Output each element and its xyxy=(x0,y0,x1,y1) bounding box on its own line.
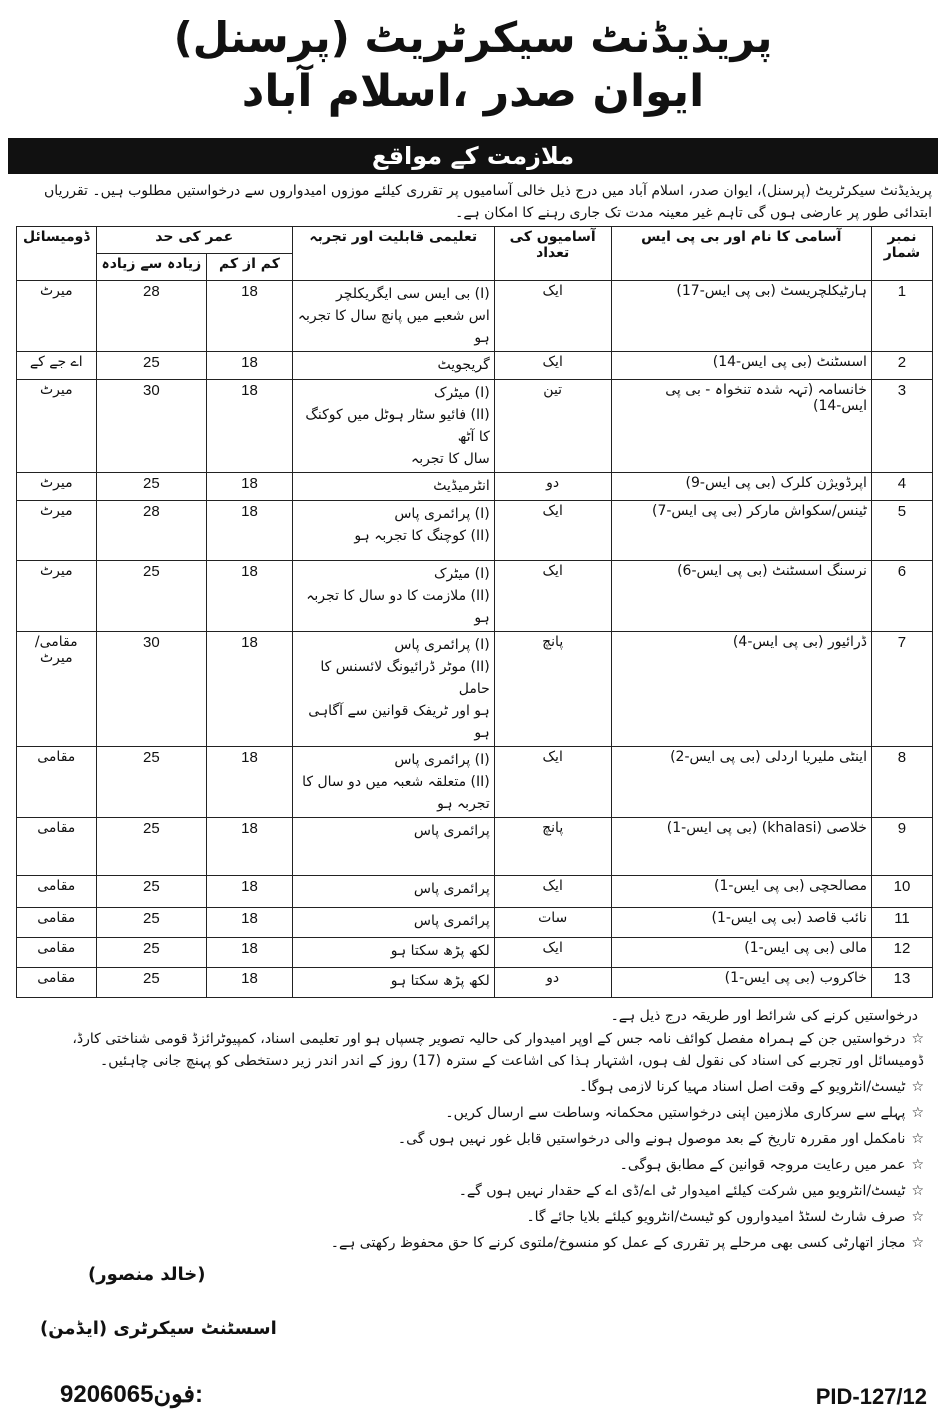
qualification-line: پرائمری پاس xyxy=(413,881,490,897)
header-title-line1: پریذیڈنٹ سیکرٹریٹ (پرسنل) xyxy=(173,13,773,62)
cell-post: مالی (بی پی ایس-1) xyxy=(611,938,871,968)
cell-domicile: مقامی xyxy=(17,747,97,818)
pid-reference: PID-127/12 xyxy=(815,1384,927,1409)
cell-age-max: 30 xyxy=(96,632,207,747)
cell-domicile: مقامی xyxy=(17,818,97,876)
cell-qualification xyxy=(292,473,494,501)
cell-count: ایک xyxy=(494,501,611,561)
star-icon: ☆ xyxy=(911,1209,924,1225)
cell-age-min: 18 xyxy=(207,632,293,747)
condition-item xyxy=(12,1206,924,1228)
cell-count: سات xyxy=(494,908,611,938)
cell-age-min: 18 xyxy=(207,473,293,501)
cell-no: 4 xyxy=(871,473,932,501)
cell-qualification xyxy=(292,747,494,818)
cell-post: خلاصی (khalasi) (بی پی ایس-1) xyxy=(611,818,871,876)
cell-domicile: میرٹ xyxy=(17,281,97,352)
condition-text: عمر میں رعایت مروجہ قوانین کے مطابق ہوگی۔ xyxy=(619,1157,906,1173)
header-title-line2: ایوان صدر ،اسلام آباد xyxy=(241,66,705,117)
qualification-line: (I) بی ایس سی ایگریکلچر xyxy=(336,286,490,302)
cell-no: 8 xyxy=(871,747,932,818)
cell-count: دو xyxy=(494,968,611,998)
table-row xyxy=(17,818,933,876)
cell-domicile: مقامی xyxy=(17,938,97,968)
cell-no: 10 xyxy=(871,876,932,908)
cell-age-max: 28 xyxy=(96,501,207,561)
cell-no: 9 xyxy=(871,818,932,876)
qualification-line: (II) متعلقہ شعبہ میں دو سال کا تجربہ ہو xyxy=(302,774,490,812)
cell-domicile: میرٹ xyxy=(17,380,97,473)
cell-qualification xyxy=(292,938,494,968)
star-icon: ☆ xyxy=(911,1235,924,1251)
qualification-line: (I) پرائمری پاس xyxy=(394,506,490,522)
phone-label: فون: xyxy=(153,1381,203,1408)
qualification-line: پرائمری پاس xyxy=(413,913,490,929)
cell-domicile: مقامی xyxy=(17,968,97,998)
condition-item xyxy=(12,1102,924,1124)
cell-age-max: 25 xyxy=(96,876,207,908)
condition-text: ٹیسٹ/انٹرویو کے وقت اصل اسناد مہیا کرنا لازمی ہوگا۔ xyxy=(579,1079,906,1095)
cell-post: اپرڈویژن کلرک (بی پی ایس-9) xyxy=(611,473,871,501)
cell-domicile: میرٹ xyxy=(17,473,97,501)
cell-age-min: 18 xyxy=(207,380,293,473)
star-icon: ☆ xyxy=(911,1031,924,1047)
qualification-line: ہو اور ٹریفک قوانین سے آگاہی ہو xyxy=(308,703,490,741)
qualification-line: لکھ پڑھ سکتا ہو xyxy=(390,973,490,989)
cell-count: ایک xyxy=(494,747,611,818)
cell-age-max: 25 xyxy=(96,818,207,876)
condition-item xyxy=(12,1154,924,1176)
star-icon: ☆ xyxy=(911,1157,924,1173)
cell-count: ایک xyxy=(494,938,611,968)
cell-age-max: 25 xyxy=(96,352,207,380)
cell-domicile: میرٹ xyxy=(17,501,97,561)
cell-age-min: 18 xyxy=(207,747,293,818)
qualification-line: (I) میٹرک xyxy=(434,566,490,582)
qualification-line: (II) ملازمت کا دو سال کا تجربہ ہو xyxy=(306,588,490,626)
cell-domicile: اے جے کے xyxy=(17,352,97,380)
cell-qualification xyxy=(292,501,494,561)
condition-item xyxy=(12,1028,924,1072)
cell-post: ٹینس/سکواش مارکر (بی پی ایس-7) xyxy=(611,501,871,561)
qualification-line: انٹرمیڈیٹ xyxy=(433,478,490,494)
qualification-line: اس شعبے میں پانچ سال کا تجربہ ہو xyxy=(297,308,490,346)
table-row xyxy=(17,876,933,908)
qualification-line: (II) موٹر ڈرائیونگ لائسنس کا حامل xyxy=(320,659,490,697)
cell-post: خانسامہ (تہہ شدہ تنخواہ - بی پی ایس-14) xyxy=(611,380,871,473)
cell-qualification xyxy=(292,876,494,908)
cell-age-min: 18 xyxy=(207,501,293,561)
cell-age-min: 18 xyxy=(207,281,293,352)
cell-age-max: 25 xyxy=(96,561,207,632)
cell-no: 11 xyxy=(871,908,932,938)
cell-qualification xyxy=(292,818,494,876)
condition-text: مجاز اتھارٹی کسی بھی مرحلے پر تقرری کے عمل کو منسوخ/ملتوی کرنے کا حق محفوظ رکھتی ہے۔ xyxy=(330,1235,906,1251)
col-header-count: آسامیوں کی تعداد xyxy=(494,227,611,281)
vacancies-table xyxy=(16,226,933,998)
cell-domicile: مقامی/میرٹ xyxy=(17,632,97,747)
qualification-line: گریجویٹ xyxy=(437,357,490,373)
table-row xyxy=(17,968,933,998)
table-row xyxy=(17,501,933,561)
cell-count: تین xyxy=(494,380,611,473)
qualification-line: (I) پرائمری پاس xyxy=(394,752,490,768)
cell-age-max: 30 xyxy=(96,380,207,473)
cell-age-max: 25 xyxy=(96,968,207,998)
signatory-designation: اسسٹنٹ سیکرٹری (ایڈمن) xyxy=(40,1318,277,1339)
condition-text: پہلے سے سرکاری ملازمین اپنی درخواستیں محکمانہ وساطت سے ارسال کریں۔ xyxy=(445,1105,906,1121)
cell-age-max: 25 xyxy=(96,908,207,938)
cell-no: 12 xyxy=(871,938,932,968)
qualification-line: پرائمری پاس xyxy=(413,823,490,839)
cell-count: ایک xyxy=(494,876,611,908)
cell-qualification xyxy=(292,281,494,352)
cell-count: ایک xyxy=(494,561,611,632)
col-header-post: آسامی کا نام اور بی پی ایس xyxy=(611,227,871,281)
condition-item xyxy=(12,1232,924,1254)
col-header-qualification: تعلیمی قابلیت اور تجربہ xyxy=(292,227,494,281)
cell-domicile: مقامی xyxy=(17,876,97,908)
advertisement-page xyxy=(8,6,938,1254)
vacancies-table-body xyxy=(17,281,933,998)
cell-post: اینٹی ملیریا اردلی (بی پی ایس-2) xyxy=(611,747,871,818)
cell-qualification xyxy=(292,561,494,632)
star-icon: ☆ xyxy=(911,1183,924,1199)
table-row xyxy=(17,632,933,747)
cell-age-min: 18 xyxy=(207,818,293,876)
table-row xyxy=(17,281,933,352)
col-header-domicile: ڈومیسائل xyxy=(17,227,97,281)
conditions-heading: درخواستیں کرنے کی شرائط اور طریقہ درج ذیل ہے۔ xyxy=(610,1008,918,1024)
cell-no: 6 xyxy=(871,561,932,632)
condition-text: ٹیسٹ/انٹرویو میں شرکت کیلئے امیدوار ٹی اے/ڈی اے کے حقدار نہیں ہوں گے۔ xyxy=(458,1183,906,1199)
cell-no: 5 xyxy=(871,501,932,561)
cell-age-min: 18 xyxy=(207,938,293,968)
condition-text: صرف شارٹ لسٹڈ امیدواروں کو ٹیسٹ/انٹرویو کیلئے بلایا جائے گا۔ xyxy=(526,1209,906,1225)
cell-age-max: 25 xyxy=(96,473,207,501)
cell-post: ہارٹیکلچریسٹ (بی پی ایس-17) xyxy=(611,281,871,352)
cell-post: خاکروب (بی پی ایس-1) xyxy=(611,968,871,998)
cell-age-min: 18 xyxy=(207,561,293,632)
col-header-age-min: کم از کم xyxy=(207,254,293,281)
cell-no: 7 xyxy=(871,632,932,747)
cell-age-min: 18 xyxy=(207,352,293,380)
job-opportunities-banner: ملازمت کے مواقع xyxy=(8,138,938,174)
table-row xyxy=(17,352,933,380)
qualification-line: لکھ پڑھ سکتا ہو xyxy=(390,943,490,959)
star-icon: ☆ xyxy=(911,1131,924,1147)
cell-qualification xyxy=(292,380,494,473)
cell-qualification xyxy=(292,908,494,938)
cell-count: ایک xyxy=(494,352,611,380)
cell-no: 3 xyxy=(871,380,932,473)
table-row xyxy=(17,747,933,818)
phone-number: 9206065 xyxy=(60,1381,154,1408)
cell-count: ایک xyxy=(494,281,611,352)
cell-age-min: 18 xyxy=(207,968,293,998)
condition-text: نامکمل اور مقررہ تاریخ کے بعد موصول ہونے والی درخواستیں قابل غور نہیں ہوں گی۔ xyxy=(397,1131,906,1147)
phone-line xyxy=(60,1380,203,1409)
qualification-line: (I) میٹرک xyxy=(434,385,490,401)
star-icon: ☆ xyxy=(911,1079,924,1095)
qualification-line: (II) کوچنگ کا تجربہ ہو xyxy=(354,528,490,544)
cell-qualification xyxy=(292,632,494,747)
cell-age-max: 25 xyxy=(96,747,207,818)
cell-post: مصالحچی (بی پی ایس-1) xyxy=(611,876,871,908)
col-header-age-max: زیادہ سے زیادہ xyxy=(96,254,207,281)
cell-age-min: 18 xyxy=(207,908,293,938)
condition-item xyxy=(12,1128,924,1150)
conditions-list xyxy=(8,1028,938,1254)
cell-age-max: 28 xyxy=(96,281,207,352)
cell-qualification xyxy=(292,352,494,380)
table-row xyxy=(17,561,933,632)
intro-paragraph: پریذیڈنٹ سیکرٹریٹ (پرسنل)، ایوان صدر، اسلام آباد میں درج ذیل خالی آسامیوں پر تقرری کیلئے موزوں امیدواروں سے درخواستیں مطلوب ہیں۔ تقرریاں ابتدائی طور پر عارضی ہوں گی تاہم غیر معینہ مدت تک جاری رہنے کا امکان ہے۔ xyxy=(44,183,932,221)
cell-post: اسسٹنٹ (بی پی ایس-14) xyxy=(611,352,871,380)
cell-post: نرسنگ اسسٹنٹ (بی پی ایس-6) xyxy=(611,561,871,632)
qualification-line: (II) فائیو سٹار ہوٹل میں کوکنگ کا آٹھ xyxy=(305,407,490,445)
cell-qualification xyxy=(292,968,494,998)
table-row xyxy=(17,473,933,501)
cell-post: نائب قاصد (بی پی ایس-1) xyxy=(611,908,871,938)
cell-count: پانچ xyxy=(494,818,611,876)
cell-domicile: مقامی xyxy=(17,908,97,938)
cell-count: پانچ xyxy=(494,632,611,747)
table-row xyxy=(17,380,933,473)
condition-item xyxy=(12,1076,924,1098)
cell-no: 1 xyxy=(871,281,932,352)
cell-no: 13 xyxy=(871,968,932,998)
cell-domicile: میرٹ xyxy=(17,561,97,632)
table-row xyxy=(17,938,933,968)
condition-item xyxy=(12,1180,924,1202)
cell-count: دو xyxy=(494,473,611,501)
qualification-line: سال کا تجربہ xyxy=(410,451,490,467)
cell-age-min: 18 xyxy=(207,876,293,908)
cell-post: ڈرائیور (بی پی ایس-4) xyxy=(611,632,871,747)
condition-text: درخواستیں جن کے ہمراہ مفصل کوائف نامہ جس کے اوپر امیدوار کی حالیہ تصویر چسپاں ہو اور تعلیمی اسناد، کمپیوٹرائزڈ قومی شناختی کارڈ، ڈومیسائل اور تجربے کی اسناد کی نقول لف ہوں، اشتہار ہذا کی اشاعت کے سترہ (17) روز کے اندر اندر زیر دستخطی کو پہنچ جانی چاہئیں۔ xyxy=(72,1031,924,1069)
col-header-no: نمبر شمار xyxy=(871,227,932,281)
cell-no: 2 xyxy=(871,352,932,380)
table-row xyxy=(17,908,933,938)
qualification-line: (I) پرائمری پاس xyxy=(394,637,490,653)
signatory-name: (خالد منصور) xyxy=(88,1264,206,1285)
cell-age-max: 25 xyxy=(96,938,207,968)
star-icon: ☆ xyxy=(911,1105,924,1121)
col-header-age: عمر کی حد xyxy=(96,227,292,254)
